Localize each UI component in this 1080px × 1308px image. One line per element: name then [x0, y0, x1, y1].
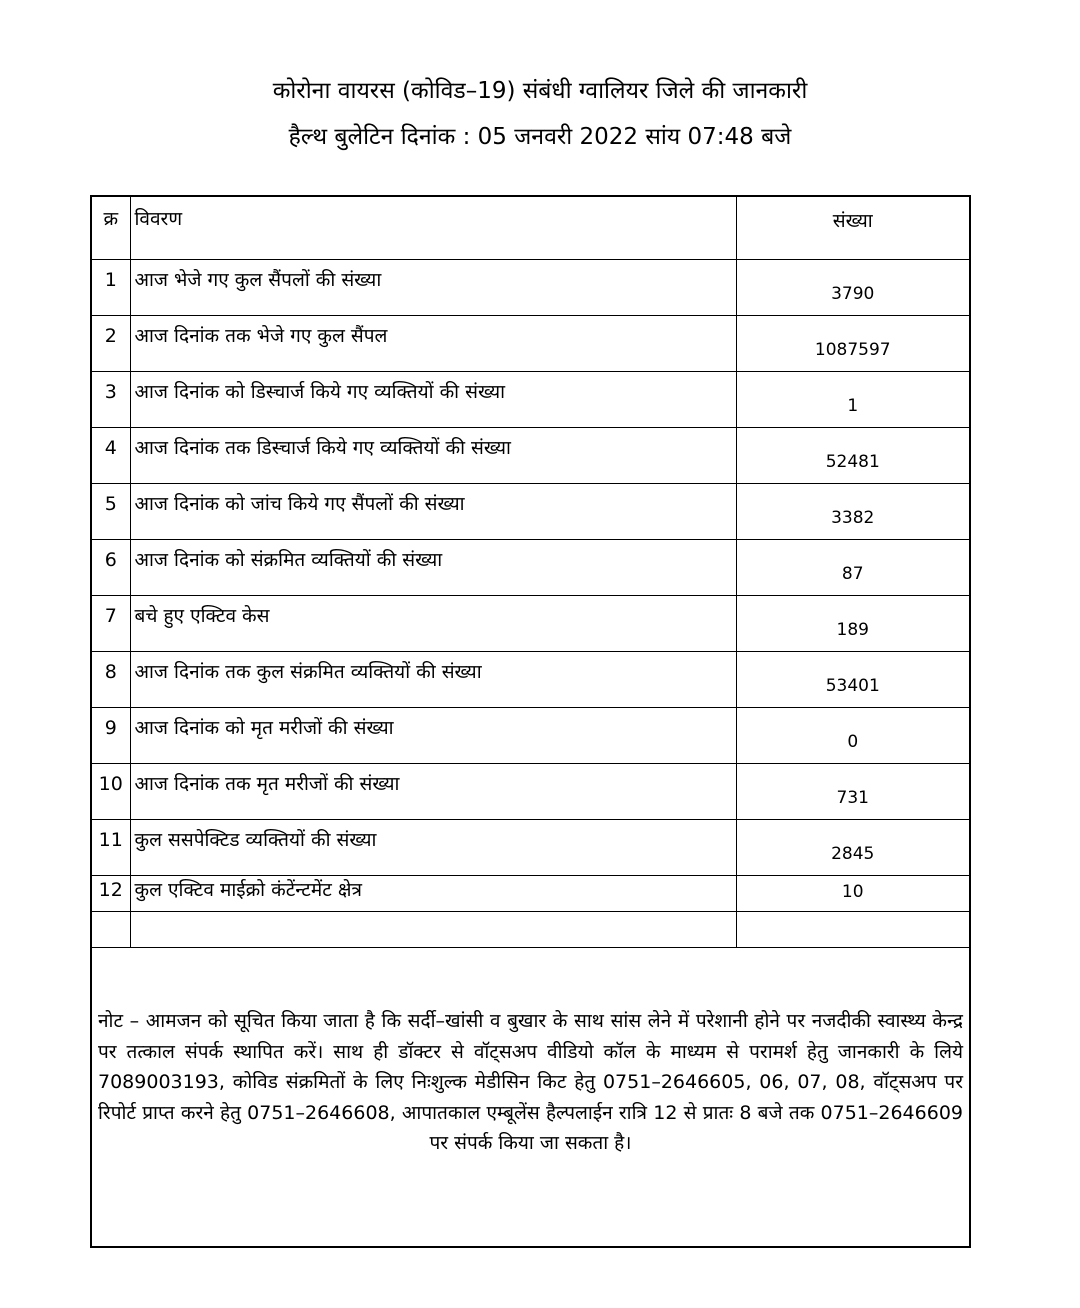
- row-serial: 11: [91, 820, 130, 876]
- row-description: आज दिनांक तक कुल संक्रमित व्यक्तियों की संख्या: [130, 652, 736, 708]
- row-description: आज दिनांक तक भेजे गए कुल सैंपल: [130, 316, 736, 372]
- row-serial: 1: [91, 260, 130, 316]
- empty-cell: [91, 912, 130, 948]
- table-row: [91, 708, 970, 764]
- row-count: 731: [736, 764, 970, 820]
- row-count: 0: [736, 708, 970, 764]
- row-serial: 4: [91, 428, 130, 484]
- row-description: आज दिनांक को संक्रमित व्यक्तियों की संख्या: [130, 540, 736, 596]
- bulletin-subtitle: हैल्थ बुलेटिन दिनांक : 05 जनवरी 2022 सांय 07:48 बजे: [288, 124, 792, 150]
- row-serial: 5: [91, 484, 130, 540]
- column-header-description: विवरण: [130, 196, 736, 260]
- row-serial: 2: [91, 316, 130, 372]
- row-description: बचे हुए एक्टिव केस: [130, 596, 736, 652]
- row-count: 1087597: [736, 316, 970, 372]
- table-row: [91, 316, 970, 372]
- bulletin-title: कोरोना वायरस (कोविड–19) संबंधी ग्वालियर जिले की जानकारी: [272, 78, 808, 104]
- table-row: [91, 260, 970, 316]
- covid-stats-table: [90, 195, 971, 1248]
- empty-cell: [130, 912, 736, 948]
- table-row: [91, 540, 970, 596]
- table-row: [91, 428, 970, 484]
- table-row: [91, 596, 970, 652]
- row-count: 2845: [736, 820, 970, 876]
- row-count: 3382: [736, 484, 970, 540]
- row-serial: 7: [91, 596, 130, 652]
- table-row: [91, 820, 970, 876]
- row-count: 53401: [736, 652, 970, 708]
- row-serial: 6: [91, 540, 130, 596]
- column-header-serial: क्र: [91, 196, 130, 260]
- row-serial: 9: [91, 708, 130, 764]
- row-description: आज दिनांक को डिस्चार्ज किये गए व्यक्तियों की संख्या: [130, 372, 736, 428]
- row-description: आज भेजे गए कुल सैंपलों की संख्या: [130, 260, 736, 316]
- table-row: [91, 484, 970, 540]
- row-description: आज दिनांक को जांच किये गए सैंपलों की संख्या: [130, 484, 736, 540]
- row-serial: 8: [91, 652, 130, 708]
- row-count: 189: [736, 596, 970, 652]
- row-count: 1: [736, 372, 970, 428]
- row-serial: 3: [91, 372, 130, 428]
- column-header-count: संख्या: [736, 196, 970, 260]
- advisory-note: नोट – आमजन को सूचित किया जाता है कि सर्दी–खांसी व बुखार के साथ सांस लेने में परेशानी होने पर नजदीकी स्वास्थ्य केन्द्र पर तत्काल संपर्क स्थापित करें। साथ ही डॉक्टर से वॉट्सअप वीडियो कॉल के माध्यम से परामर्श हेतु जानकारी के लिये 7089003193, कोविड संक्रमितों के लिए निःशुल्क मेडीसिन किट हेतु 0751–2646605, 06, 07, 08, वॉट्सअप पर रिपोर्ट प्राप्त करने हेतु 0751–2646608, आपातकाल एम्बूलेंस हैल्पलाईन रात्रि 12 से प्रातः 8 बजे तक 0751–2646609 पर संपर्क किया जा सकता है।: [98, 1010, 963, 1154]
- row-description: आज दिनांक तक डिस्चार्ज किये गए व्यक्तियों की संख्या: [130, 428, 736, 484]
- table-header-row: [91, 196, 970, 260]
- row-count: 87: [736, 540, 970, 596]
- row-description: आज दिनांक को मृत मरीजों की संख्या: [130, 708, 736, 764]
- table-row: [91, 764, 970, 820]
- empty-row: [91, 912, 970, 948]
- row-description: कुल एक्टिव माईक्रो कंटेंन्टमेंट क्षेत्र: [130, 876, 736, 912]
- row-count: 3790: [736, 260, 970, 316]
- note-row: [91, 948, 970, 1248]
- table-row: [91, 372, 970, 428]
- row-description: कुल ससपेक्टिड व्यक्तियों की संख्या: [130, 820, 736, 876]
- empty-cell: [736, 912, 970, 948]
- row-count: 52481: [736, 428, 970, 484]
- note-cell: [91, 948, 970, 1248]
- row-description: आज दिनांक तक मृत मरीजों की संख्या: [130, 764, 736, 820]
- table-row: [91, 876, 970, 912]
- table-row: [91, 652, 970, 708]
- row-count: 10: [736, 876, 970, 912]
- row-serial: 12: [91, 876, 130, 912]
- row-serial: 10: [91, 764, 130, 820]
